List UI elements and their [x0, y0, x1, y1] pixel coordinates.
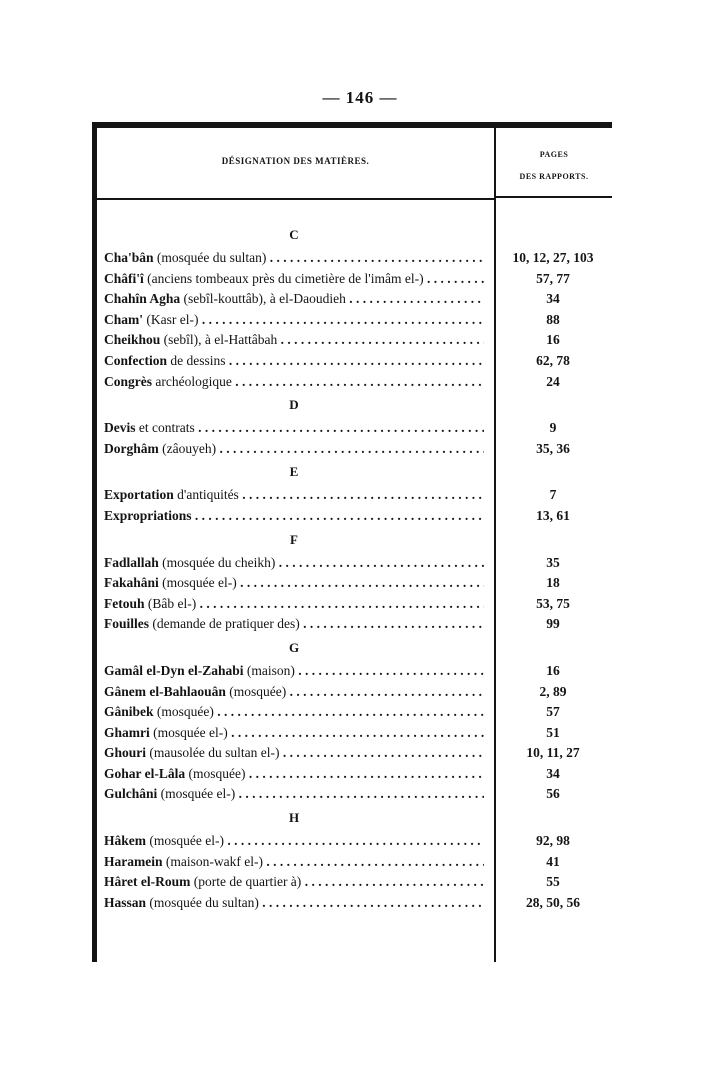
- index-entry: [92, 764, 612, 785]
- entry-text: [92, 784, 484, 805]
- index-entry: [92, 893, 612, 914]
- entry-text: [92, 764, 484, 785]
- entry-pages: 56: [546, 786, 560, 802]
- entry-detail: (mosquée du sultan): [153, 250, 267, 265]
- entry-term: Hâret el-Roum: [104, 874, 191, 890]
- index-table: [92, 122, 612, 962]
- index-entry: [92, 682, 612, 703]
- index-entry: [92, 614, 612, 635]
- index-entry: [92, 289, 612, 310]
- index-entry: [92, 485, 612, 506]
- entry-detail: archéologique: [152, 373, 232, 389]
- entry-pages: 13, 61: [536, 507, 570, 523]
- index-entry: [92, 418, 612, 439]
- entry-detail: (Kasr el-): [143, 311, 199, 327]
- entry-detail: (demande de pratiquer des): [149, 616, 300, 632]
- entry-pages: 16: [546, 332, 560, 348]
- entry-text: [92, 573, 484, 594]
- page-number: — 146 —: [322, 88, 398, 107]
- entry-detail: (Bâb el-): [144, 595, 197, 611]
- entry-term: Chahîn Agha: [104, 291, 181, 307]
- index-entry: [92, 702, 612, 723]
- entry-detail: (mosquée): [185, 765, 246, 781]
- entry-term: Fetouh: [104, 595, 145, 611]
- entry-pages: 16: [546, 662, 560, 678]
- entry-text: [92, 852, 484, 873]
- entry-text: [92, 682, 484, 703]
- entry-detail: (mosquée): [153, 704, 214, 720]
- column-header-pages-line1: PAGES: [539, 150, 569, 159]
- index-entry: [92, 831, 612, 852]
- entry-detail: (mosquée el-): [157, 786, 236, 802]
- entry-term: Gulchâni: [104, 786, 158, 802]
- header-rule-right: [496, 196, 612, 198]
- entry-term: Gohar el-Lâla: [104, 765, 186, 781]
- entry-text: [92, 439, 484, 460]
- entry-text: [92, 351, 484, 372]
- index-entry: [92, 661, 612, 682]
- entry-detail: (maison): [243, 662, 295, 678]
- entry-detail: d'antiquités: [173, 487, 239, 503]
- entry-detail: et contrats: [135, 420, 195, 436]
- index-entry: [92, 439, 612, 460]
- index-entry: [92, 553, 612, 574]
- entry-text: [92, 269, 484, 290]
- index-entry: [92, 248, 612, 269]
- header-rule: [92, 198, 496, 200]
- entry-text: [92, 310, 484, 331]
- index-body: [92, 222, 612, 913]
- entry-detail: (mosquée): [225, 683, 287, 699]
- entry-pages: 55: [546, 874, 560, 890]
- entry-text: [92, 594, 484, 615]
- entry-pages: 57, 77: [536, 270, 570, 286]
- entry-text: [92, 661, 484, 682]
- entry-pages: 41: [546, 853, 560, 869]
- entry-pages: 24: [546, 373, 560, 389]
- entry-pages: 35: [546, 554, 560, 570]
- entry-term: Hassan: [104, 894, 147, 910]
- entry-pages: 62, 78: [536, 352, 570, 368]
- entry-detail: (anciens tombeaux près du cimetière de l'imâm el-): [143, 270, 424, 286]
- entry-term: Gânibek: [104, 704, 154, 720]
- entry-pages: 10, 12, 27, 103: [512, 250, 594, 265]
- section-letter: E: [289, 464, 299, 480]
- index-entry: [92, 723, 612, 744]
- table-top-rule: [92, 122, 612, 128]
- entry-pages: 53, 75: [536, 595, 570, 611]
- entry-term: Congrès: [104, 373, 152, 389]
- index-entry: [92, 269, 612, 290]
- entry-pages: 10, 11, 27: [526, 745, 580, 761]
- index-entry: [92, 594, 612, 615]
- section-letter: C: [289, 227, 299, 242]
- entry-pages: 92, 98: [536, 833, 570, 849]
- column-header-pages: [496, 144, 612, 188]
- index-entry: [92, 743, 612, 764]
- entry-term: Cha'bân: [104, 250, 154, 265]
- entry-pages: 34: [546, 291, 560, 307]
- section-letter: D: [289, 397, 299, 413]
- entry-term: Fadlallah: [104, 554, 159, 570]
- index-entry: [92, 872, 612, 893]
- entry-detail: (mausolée du sultan el-): [146, 745, 280, 761]
- entry-detail: (mosquée el-): [158, 575, 237, 591]
- entry-term: Cham': [104, 311, 144, 327]
- entry-term: Châfi'î: [104, 270, 144, 286]
- entry-text: [92, 743, 484, 764]
- entry-pages: 57: [546, 704, 560, 720]
- entry-term: Hâkem: [104, 833, 146, 849]
- index-entry: [92, 784, 612, 805]
- entry-pages: 7: [549, 487, 557, 503]
- entry-text: [92, 289, 484, 310]
- entry-detail: (sebîl-kouttâb), à el-Daoudieh: [180, 291, 346, 307]
- entry-text: [92, 553, 484, 574]
- entry-text: [92, 702, 484, 723]
- entry-term: Exportation: [104, 487, 174, 503]
- entry-pages: 88: [546, 311, 560, 327]
- entry-detail: (porte de quartier à): [190, 874, 302, 890]
- entry-text: [92, 831, 484, 852]
- index-entry: [92, 573, 612, 594]
- entry-term: Expropriations: [104, 507, 192, 523]
- entry-text: [92, 485, 484, 506]
- section-letter: F: [290, 531, 298, 547]
- entry-pages: 99: [546, 616, 560, 632]
- entry-text: [92, 614, 484, 635]
- entry-pages: 34: [546, 765, 560, 781]
- section-letter: H: [288, 810, 300, 826]
- index-entry: [92, 310, 612, 331]
- index-entry: [92, 351, 612, 372]
- index-entry: [92, 372, 612, 393]
- entry-term: Gânem el-Bahlaouân: [104, 683, 226, 699]
- column-header-subjects: DÉSIGNATION DES MATIÈRES.: [221, 156, 370, 166]
- entry-text: [92, 506, 484, 527]
- index-entry: [92, 330, 612, 351]
- entry-detail: (mosquée el-): [149, 724, 228, 740]
- entry-term: Gamâl el-Dyn el-Zahabi: [104, 662, 244, 678]
- entry-text: [92, 893, 484, 914]
- entry-detail: (sebîl), à el-Hattâbah: [160, 332, 278, 348]
- entry-term: Haramein: [104, 853, 163, 869]
- entry-text: [92, 872, 484, 893]
- column-header-pages-line2: DES RAPPORTS.: [519, 172, 589, 181]
- entry-pages: 28, 50, 56: [526, 894, 580, 910]
- entry-detail: (zâouyeh): [158, 440, 217, 456]
- entry-detail: (maison-wakf el-): [162, 853, 263, 869]
- entry-term: Cheikhou: [104, 332, 161, 348]
- index-entry: [92, 852, 612, 873]
- section-letter: G: [288, 639, 300, 655]
- entry-text: [92, 248, 484, 269]
- entry-term: Ghouri: [104, 745, 147, 761]
- entry-term: Fouilles: [104, 616, 150, 632]
- entry-text: [92, 723, 484, 744]
- entry-text: [92, 372, 484, 393]
- entry-text: [92, 418, 484, 439]
- entry-detail: (mosquée el-): [146, 833, 224, 849]
- entry-detail: de dessins: [167, 352, 226, 368]
- entry-pages: 2, 89: [539, 683, 567, 699]
- entry-text: [92, 330, 484, 351]
- entry-term: Fakahâni: [104, 575, 159, 591]
- entry-pages: 35, 36: [536, 440, 570, 456]
- entry-pages: 9: [549, 420, 557, 436]
- index-entry: [92, 506, 612, 527]
- entry-term: Ghamri: [104, 724, 150, 740]
- entry-detail: (mosquée du sultan): [146, 894, 259, 910]
- entry-detail: (mosquée du cheikh): [158, 554, 276, 570]
- entry-pages: 18: [546, 575, 560, 591]
- entry-term: Devis: [104, 420, 136, 436]
- entry-pages: 51: [546, 724, 560, 740]
- entry-term: Dorghâm: [104, 440, 159, 456]
- entry-term: Confection: [104, 352, 167, 368]
